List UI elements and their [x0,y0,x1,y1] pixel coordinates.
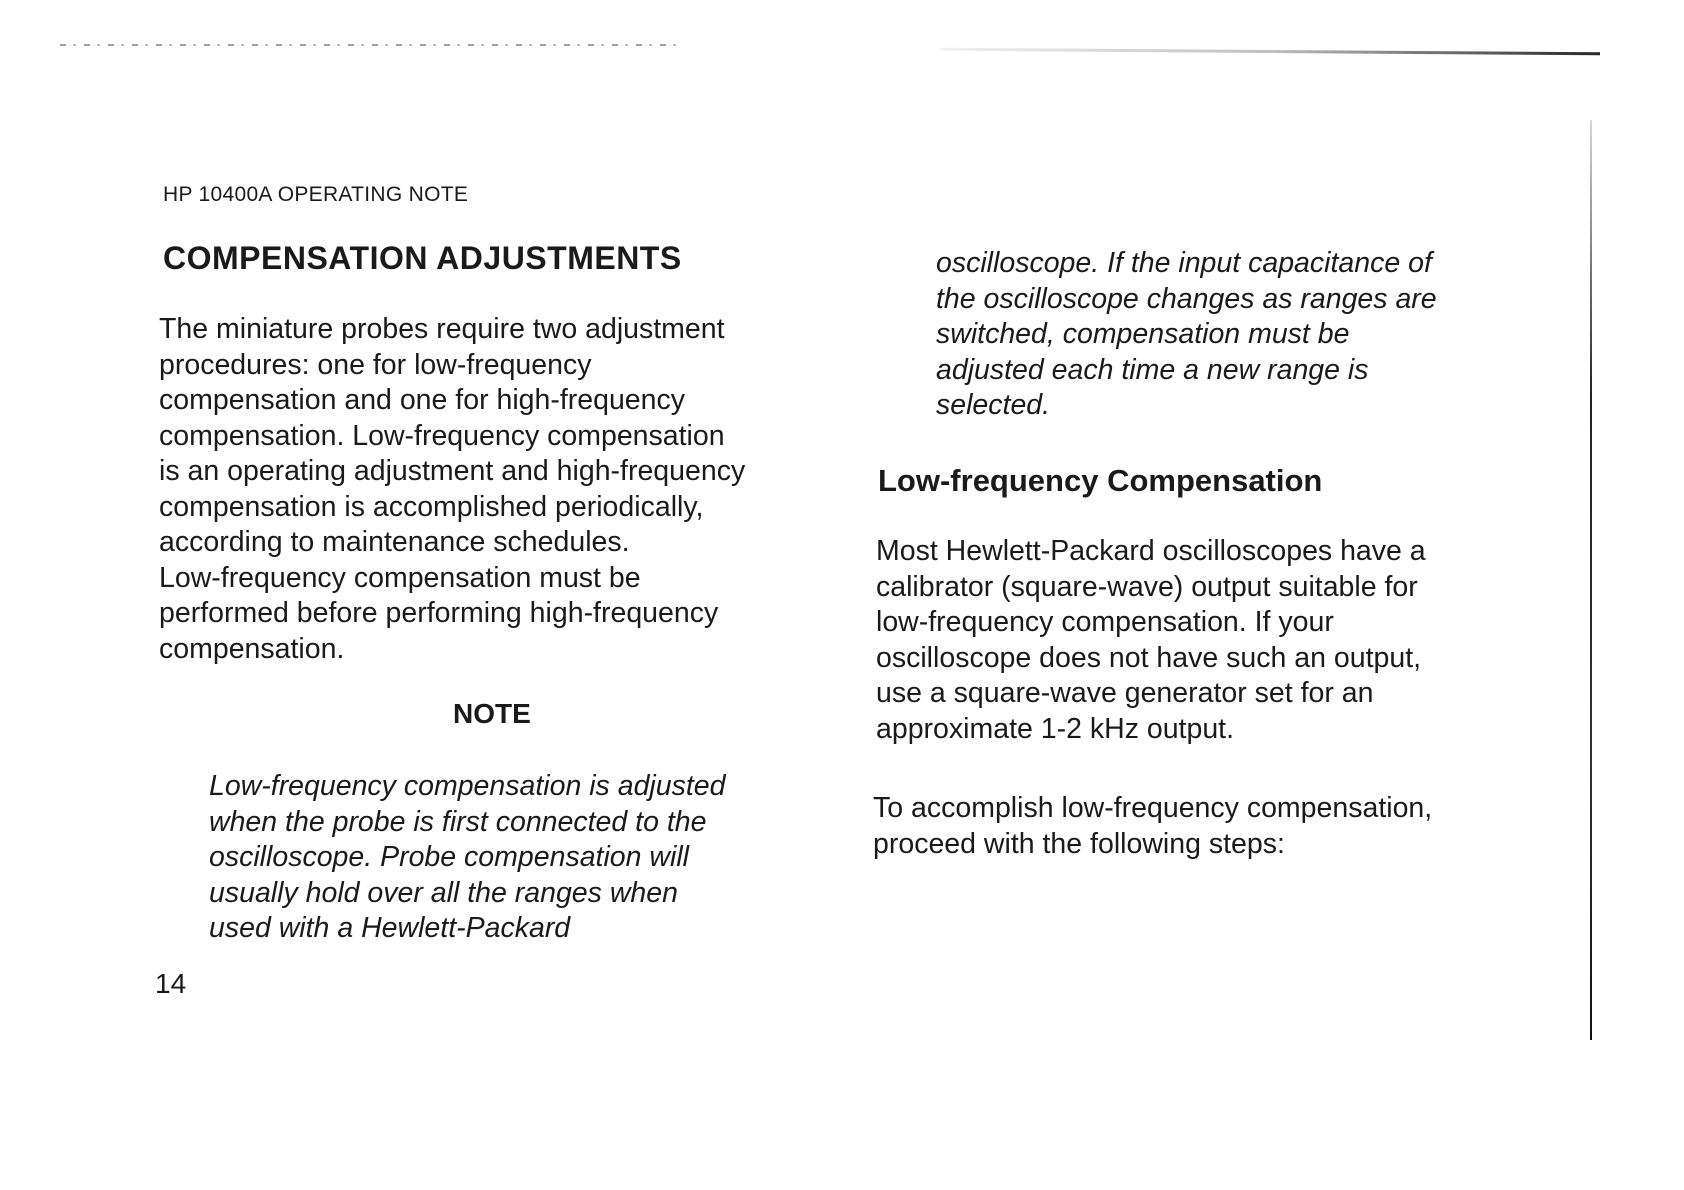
text-line: calibrator (square-wave) output suitable for [876,570,1418,603]
note-heading: NOTE [453,698,531,729]
note-paragraph [209,769,725,947]
text-line: To accomplish low-frequency compensation, [873,792,1433,824]
text-line: proceed with the following steps: [873,827,1285,860]
text-line: oscilloscope does not have such an output, [876,641,1422,674]
text-line: compensation and one for high-frequency [159,384,686,416]
note-line: switched, compensation must be [936,318,1350,350]
text-line: compensation is accomplished periodically, [159,490,704,523]
note-line: used with a Hewlett-Packard [209,912,571,944]
text-line: Most Hewlett-Packard oscilloscopes have a [876,535,1426,567]
text-line: Low-frequency compensation must be [159,561,641,594]
scan-edge-top-right [940,48,1600,56]
note-line: selected. [936,389,1051,421]
note-continuation [936,246,1437,424]
note-line: adjusted each time a new range is [936,353,1369,386]
scan-edge-right [1590,120,1592,1040]
text-line: is an operating adjustment and high-frequency [159,455,746,487]
text-line: use a square-wave generator set for an [876,677,1374,709]
running-header: HP 10400A OPERATING NOTE [163,183,469,206]
note-line: Low-frequency compensation is adjusted [209,770,726,802]
text-line: low-frequency compensation. If your [876,606,1334,638]
text-line: The miniature probes require two adjustment [159,313,725,345]
scan-edge-top-left [60,44,680,46]
text-line: procedures: one for low-frequency [159,348,592,381]
text-line: compensation. [159,632,345,665]
note-line: when the probe is first connected to the [209,805,707,838]
subsection-title: Low-frequency Compensation [878,463,1323,498]
text-line: compensation. Low-frequency compensation [159,419,725,452]
note-line: usually hold over all the ranges when [209,876,678,909]
text-line: approximate 1-2 kHz output. [876,712,1235,745]
page-number: 14 [155,968,187,999]
calibrator-paragraph [876,534,1426,747]
text-line: according to maintenance schedules. [159,526,630,558]
section-title: COMPENSATION ADJUSTMENTS [163,240,682,276]
note-line: oscilloscope. If the input capacitance of [936,247,1432,279]
note-line: oscilloscope. Probe compensation will [209,841,689,873]
note-line: the oscilloscope changes as ranges are [936,282,1437,315]
text-line: performed before performing high-frequency [159,597,719,629]
steps-intro-paragraph [873,791,1432,862]
intro-paragraph [159,312,745,667]
